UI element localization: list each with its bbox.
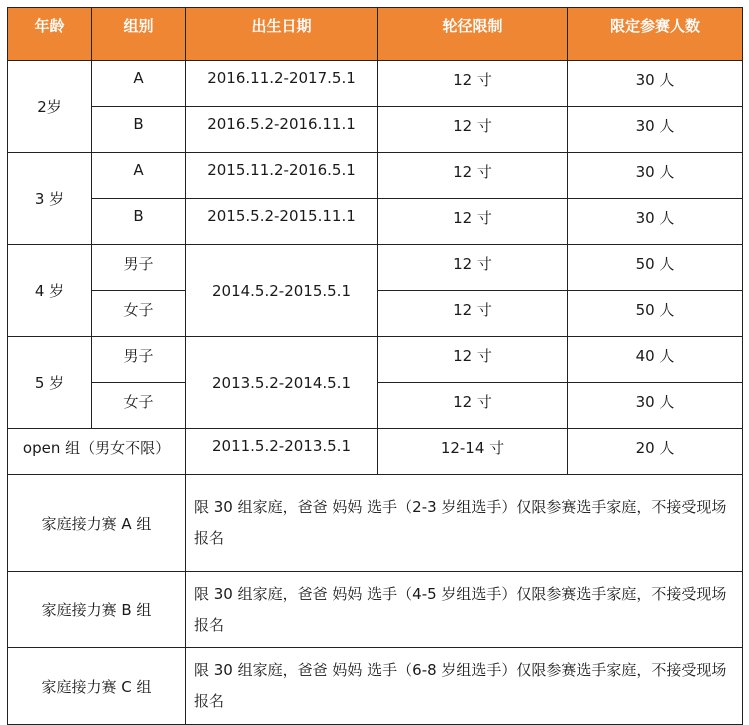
header-row bbox=[8, 8, 743, 61]
relay-label: 家庭接力赛 B 组 bbox=[8, 572, 186, 648]
relay-description: 限 30 组家庭，爸爸 妈妈 选手（4-5 岁组选手）仅限参赛选手家庭，不接受现场报名 bbox=[186, 572, 743, 648]
wheel-cell: 12 寸 bbox=[378, 291, 568, 337]
wheel-cell: 12-14 寸 bbox=[378, 429, 568, 475]
wheel-cell: 12 寸 bbox=[378, 199, 568, 245]
table-row bbox=[8, 245, 743, 291]
birth-cell: 2014.5.2-2015.5.1 bbox=[186, 245, 378, 337]
wheel-cell: 12 寸 bbox=[378, 153, 568, 199]
age-cell: 5 岁 bbox=[8, 337, 92, 429]
header-group: 组别 bbox=[92, 8, 186, 61]
wheel-cell: 12 寸 bbox=[378, 107, 568, 153]
count-cell: 30 人 bbox=[568, 61, 743, 107]
count-cell: 30 人 bbox=[568, 383, 743, 429]
count-cell: 50 人 bbox=[568, 245, 743, 291]
count-cell: 30 人 bbox=[568, 107, 743, 153]
relay-row-b bbox=[8, 572, 743, 648]
group-cell: 女子 bbox=[92, 383, 186, 429]
birth-cell: 2015.11.2-2016.5.1 bbox=[186, 153, 378, 199]
age-cell: 2岁 bbox=[8, 61, 92, 153]
wheel-cell: 12 寸 bbox=[378, 245, 568, 291]
age-cell: 3 岁 bbox=[8, 153, 92, 245]
wheel-cell: 12 寸 bbox=[378, 383, 568, 429]
group-cell: 女子 bbox=[92, 291, 186, 337]
group-cell: A bbox=[92, 153, 186, 199]
table-row bbox=[8, 107, 743, 153]
relay-row-c bbox=[8, 648, 743, 725]
birth-cell: 2016.11.2-2017.5.1 bbox=[186, 61, 378, 107]
group-cell: B bbox=[92, 107, 186, 153]
relay-description: 限 30 组家庭，爸爸 妈妈 选手（2-3 岁组选手）仅限参赛选手家庭，不接受现场报名 bbox=[186, 475, 743, 572]
count-cell: 30 人 bbox=[568, 153, 743, 199]
header-age: 年龄 bbox=[8, 8, 92, 61]
table-row bbox=[8, 337, 743, 383]
relay-label: 家庭接力赛 C 组 bbox=[8, 648, 186, 725]
birth-cell: 2011.5.2-2013.5.1 bbox=[186, 429, 378, 475]
age-cell: 4 岁 bbox=[8, 245, 92, 337]
group-cell: A bbox=[92, 61, 186, 107]
wheel-cell: 12 寸 bbox=[378, 337, 568, 383]
count-cell: 30 人 bbox=[568, 199, 743, 245]
relay-row-a bbox=[8, 475, 743, 572]
relay-description: 限 30 组家庭，爸爸 妈妈 选手（6-8 岁组选手）仅限参赛选手家庭，不接受现场报名 bbox=[186, 648, 743, 725]
count-cell: 50 人 bbox=[568, 291, 743, 337]
birth-cell: 2015.5.2-2015.11.1 bbox=[186, 199, 378, 245]
group-cell: 男子 bbox=[92, 245, 186, 291]
count-cell: 40 人 bbox=[568, 337, 743, 383]
header-birth-date: 出生日期 bbox=[186, 8, 378, 61]
header-participant-limit: 限定参赛人数 bbox=[568, 8, 743, 61]
group-cell: B bbox=[92, 199, 186, 245]
header-wheel-limit: 轮径限制 bbox=[378, 8, 568, 61]
count-cell: 20 人 bbox=[568, 429, 743, 475]
registration-table bbox=[7, 7, 743, 725]
table-row bbox=[8, 61, 743, 107]
table-row-open bbox=[8, 429, 743, 475]
birth-cell: 2016.5.2-2016.11.1 bbox=[186, 107, 378, 153]
wheel-cell: 12 寸 bbox=[378, 61, 568, 107]
group-cell: 男子 bbox=[92, 337, 186, 383]
open-group-label: open 组（男女不限） bbox=[8, 429, 186, 475]
table-row bbox=[8, 153, 743, 199]
table-row bbox=[8, 199, 743, 245]
relay-label: 家庭接力赛 A 组 bbox=[8, 475, 186, 572]
birth-cell: 2013.5.2-2014.5.1 bbox=[186, 337, 378, 429]
